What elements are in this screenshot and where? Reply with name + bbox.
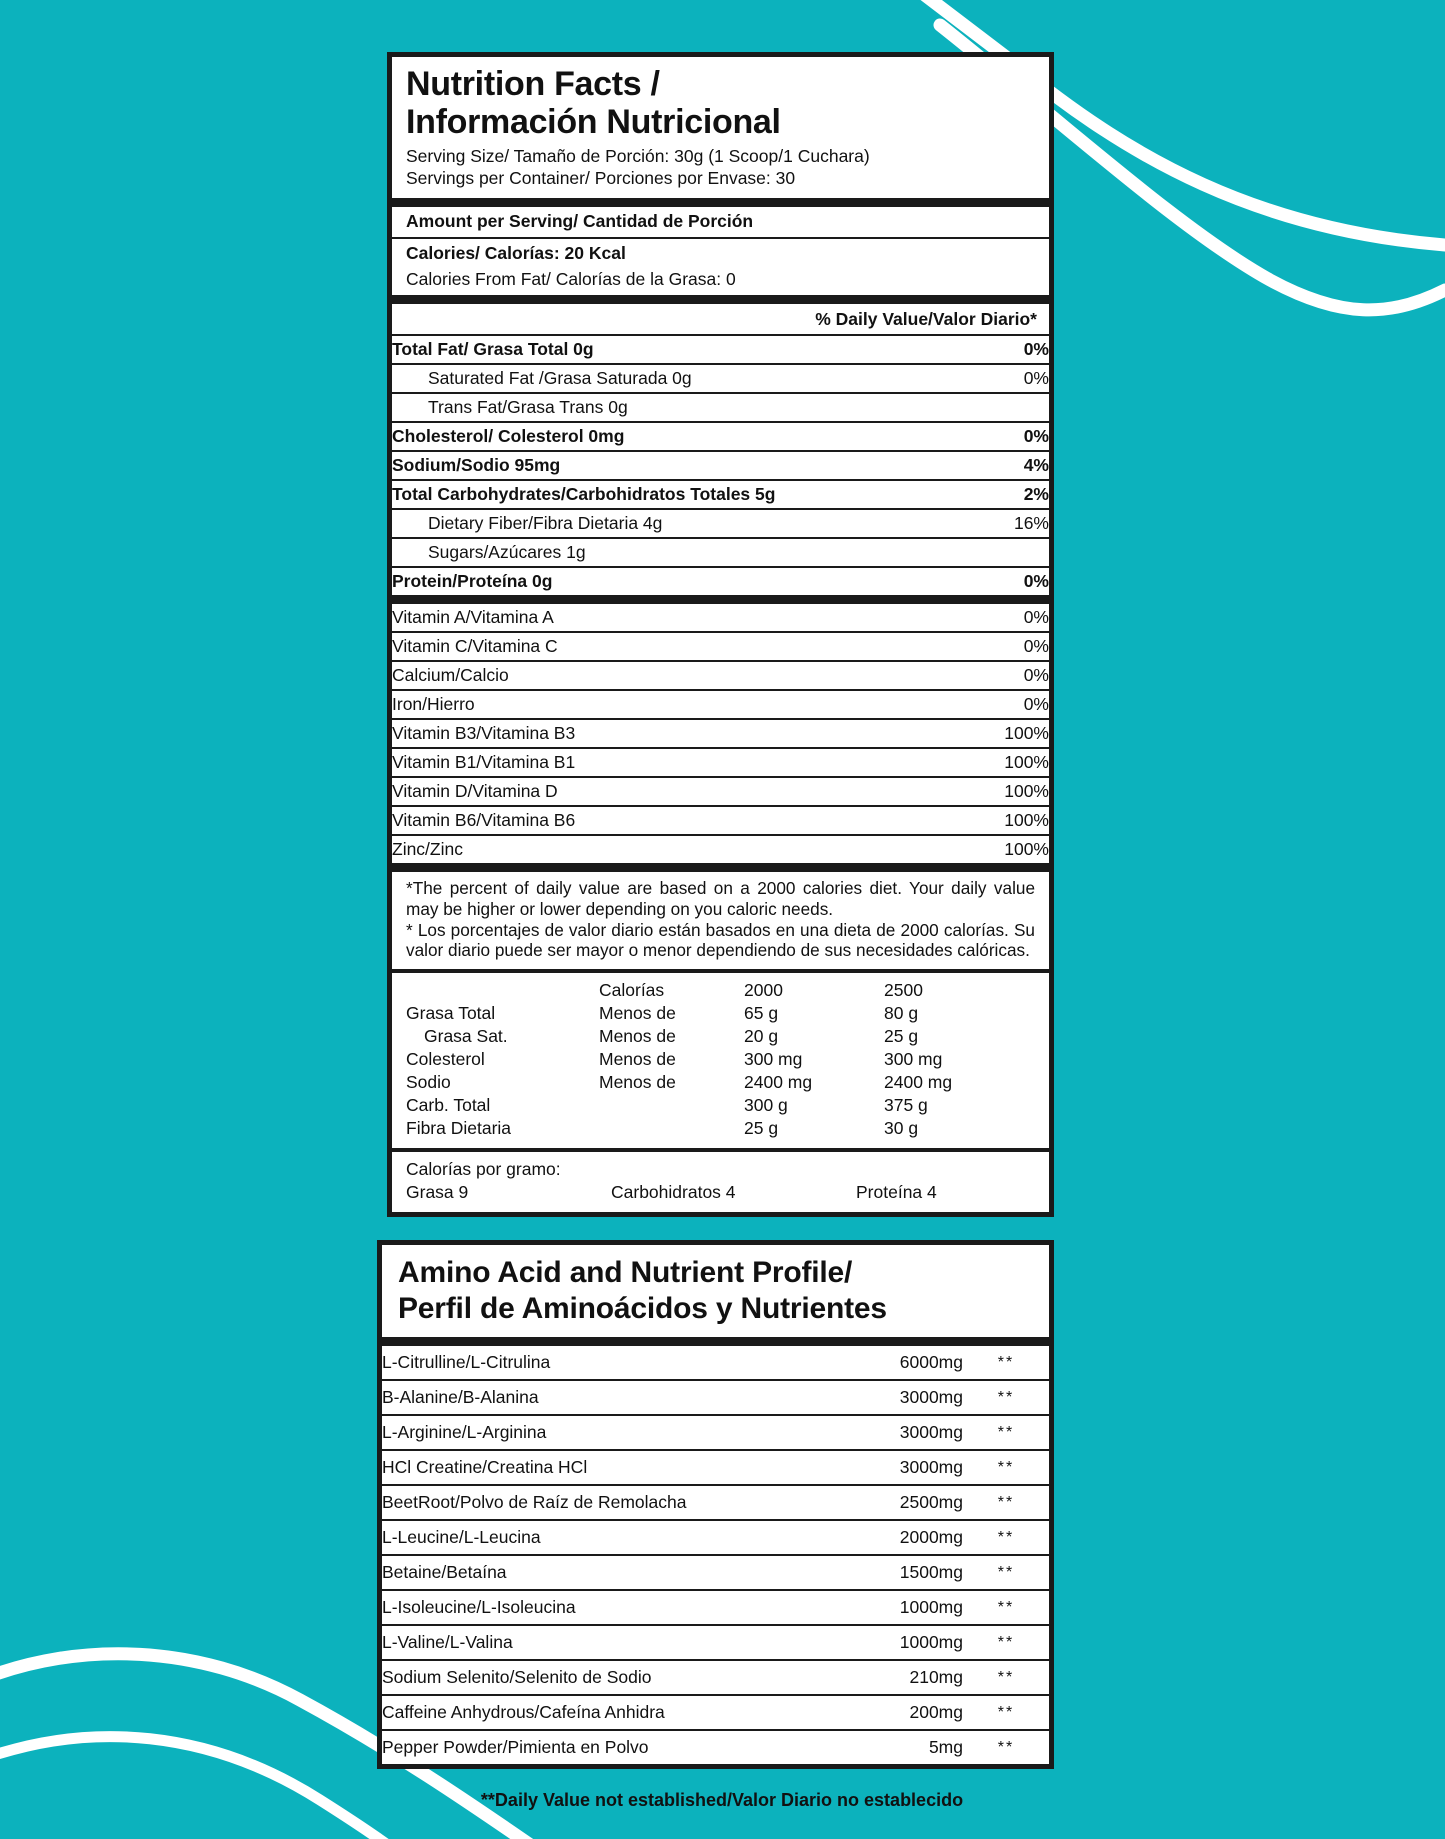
- vitamin-row: [392, 777, 1049, 806]
- nutrient-label: Total Fat/ Grasa Total 0g: [392, 336, 954, 364]
- amino-acid-amount: 1000mg: [813, 1625, 963, 1660]
- amino-acid-name: L-Valine/L-Valina: [382, 1625, 813, 1660]
- nutrient-row: [392, 451, 1049, 480]
- reference-nutrient-name: Fibra Dietaria: [406, 1118, 512, 1139]
- amino-acid-row: [382, 1346, 1049, 1380]
- amino-acid-row: [382, 1730, 1049, 1764]
- amino-acid-name: Sodium Selenito/Selenito de Sodio: [382, 1660, 813, 1695]
- nutrient-daily-value: [954, 538, 1049, 567]
- nutrient-label: Total Carbohydrates/Carbohidratos Totales 5g: [392, 480, 954, 509]
- vitamin-row: [392, 604, 1049, 632]
- amino-acid-row: [382, 1660, 1049, 1695]
- reference-value-2500: 30 g: [884, 1118, 919, 1139]
- nutrient-rows-table: [392, 336, 1049, 595]
- nutrient-row: [392, 393, 1049, 422]
- calories-per-gram-title: Calorías por gramo:: [406, 1159, 561, 1180]
- reference-values-row: [406, 1094, 1037, 1117]
- amino-acid-name: L-Arginine/L-Arginina: [382, 1415, 813, 1450]
- amino-acid-name: Caffeine Anhydrous/Cafeína Anhidra: [382, 1695, 813, 1730]
- reference-values-row: [406, 1048, 1037, 1071]
- vitamin-daily-value: 100%: [954, 748, 1049, 777]
- nutrient-daily-value: 0%: [1023, 570, 1049, 591]
- nutrient-row: [392, 364, 1049, 393]
- amino-acid-row: [382, 1520, 1049, 1555]
- reference-value-2000: 65 g: [744, 1003, 779, 1024]
- reference-value-2000: 300 mg: [744, 1049, 803, 1070]
- nutrient-label: Saturated Fat /Grasa Saturada 0g: [392, 364, 954, 393]
- reference-header-2000: 2000: [744, 980, 783, 1001]
- amino-profile-title-en: Amino Acid and Nutrient Profile/: [398, 1256, 853, 1289]
- vitamin-label: Vitamin B6/Vitamina B6: [392, 806, 954, 835]
- vitamin-label: Vitamin B3/Vitamina B3: [392, 719, 954, 748]
- amino-acid-amount: 1500mg: [813, 1555, 963, 1590]
- amino-acid-amount: 3000mg: [813, 1415, 963, 1450]
- nutrient-row: [392, 567, 1049, 595]
- daily-value-footnotes: [392, 872, 1049, 970]
- reference-qualifier: Menos de: [599, 1049, 676, 1070]
- nutrient-daily-value: 4%: [954, 451, 1049, 480]
- amino-acid-amount: 2500mg: [813, 1485, 963, 1520]
- amino-acid-daily-value: **: [963, 1625, 1049, 1660]
- amino-acid-amount: 2000mg: [813, 1520, 963, 1555]
- nutrition-facts-title-en: Nutrition Facts /: [406, 65, 660, 103]
- amino-acid-amount: 200mg: [813, 1695, 963, 1730]
- vitamin-label: Calcium/Calcio: [392, 661, 954, 690]
- amino-acid-daily-value: **: [963, 1346, 1049, 1380]
- nutrient-row: [392, 480, 1049, 509]
- reference-value-2000: 2400 mg: [744, 1072, 813, 1093]
- reference-qualifier: [599, 1094, 744, 1117]
- amino-profile-title-block: [382, 1245, 1049, 1337]
- serving-size-text: Serving Size/ Tamaño de Porción: 30g (1 Scoop/1 Cuchara): [406, 146, 870, 167]
- footnote-spanish: * Los porcentajes de valor diario están basados en una dieta de 2000 calorías. Su valor diario puede ser mayor o menor dependiendo de sus necesidades calóricas.: [406, 919, 1035, 961]
- daily-value-not-established-note: **Daily Value not established/Valor Diario no establecido: [480, 1790, 964, 1810]
- nutrient-daily-value: 2%: [954, 480, 1049, 509]
- reference-nutrient-name: Colesterol: [406, 1049, 485, 1070]
- calories-from-fat-value: Calories From Fat/ Calorías de la Grasa: 0: [406, 268, 736, 289]
- vitamin-daily-value: 0%: [954, 632, 1049, 661]
- nutrient-row: [392, 336, 1049, 364]
- nutrient-row: [392, 422, 1049, 451]
- amino-acid-row: [382, 1415, 1049, 1450]
- calories-per-gram-fat: Grasa 9: [406, 1182, 469, 1203]
- nutrient-daily-value: 0%: [954, 336, 1049, 364]
- amino-acid-daily-value: **: [963, 1485, 1049, 1520]
- amino-acid-name: Betaine/Betaína: [382, 1555, 813, 1590]
- reference-value-2000: 20 g: [744, 1026, 779, 1047]
- amino-acid-row: [382, 1555, 1049, 1590]
- vitamin-daily-value: 100%: [954, 806, 1049, 835]
- divider-thick-3: [392, 595, 1049, 604]
- amino-acid-daily-value: **: [963, 1555, 1049, 1590]
- reference-value-2000: 300 g: [744, 1095, 788, 1116]
- amount-per-serving-heading: Amount per Serving/ Cantidad de Porción: [406, 210, 754, 231]
- nutrient-label: Dietary Fiber/Fibra Dietaria 4g: [392, 509, 954, 538]
- nutrient-label: Trans Fat/Grasa Trans 0g: [392, 393, 954, 422]
- amino-acid-row: [382, 1380, 1049, 1415]
- reference-value-2500: 25 g: [884, 1026, 919, 1047]
- vitamin-label: Zinc/Zinc: [392, 838, 463, 859]
- reference-qualifier: Menos de: [599, 1003, 676, 1024]
- vitamin-daily-value: 0%: [954, 604, 1049, 632]
- amino-acid-name: BeetRoot/Polvo de Raíz de Remolacha: [382, 1485, 813, 1520]
- vitamin-label: Vitamin B1/Vitamina B1: [392, 748, 954, 777]
- vitamin-daily-value: 0%: [954, 661, 1049, 690]
- vitamin-row: [392, 835, 1049, 863]
- nutrition-facts-title-es: Información Nutricional: [406, 103, 781, 142]
- vitamin-label: Iron/Hierro: [392, 690, 954, 719]
- reference-qualifier: Menos de: [599, 1026, 676, 1047]
- vitamin-row: [392, 806, 1049, 835]
- vitamin-label: Vitamin A/Vitamina A: [392, 604, 954, 632]
- divider-thick-amino: [382, 1337, 1049, 1346]
- nutrient-label: Sugars/Azúcares 1g: [392, 538, 954, 567]
- reference-nutrient-name: Grasa Sat.: [424, 1026, 508, 1047]
- reference-values-table: [406, 979, 1037, 1140]
- nutrient-label: Cholesterol/ Colesterol 0mg: [392, 422, 954, 451]
- amino-acid-amount: 1000mg: [813, 1590, 963, 1625]
- amino-acid-daily-value: **: [963, 1415, 1049, 1450]
- reference-nutrient-name: Carb. Total: [406, 1095, 491, 1116]
- footnote-english: *The percent of daily value are based on a 2000 calories diet. Your daily value may be higher or lower depending on you caloric needs.: [406, 877, 1035, 919]
- amino-acid-name: Pepper Powder/Pimienta en Polvo: [382, 1737, 649, 1757]
- reference-nutrient-name: Grasa Total: [406, 1003, 496, 1024]
- nutrient-daily-value: 0%: [954, 422, 1049, 451]
- divider-thick-2: [392, 295, 1049, 304]
- amino-acid-daily-value: **: [963, 1520, 1049, 1555]
- amino-acid-daily-value: **: [963, 1590, 1049, 1625]
- amino-acid-name: B-Alanine/B-Alanina: [382, 1380, 813, 1415]
- reference-qualifier: Menos de: [599, 1072, 676, 1093]
- calories-per-gram-block: [392, 1152, 1049, 1212]
- vitamin-daily-value: 100%: [954, 719, 1049, 748]
- amino-profile-title-es: Perfil de Aminoácidos y Nutrientes: [398, 1292, 887, 1325]
- amino-acid-row: [382, 1590, 1049, 1625]
- calories-per-gram-carbs: Carbohidratos 4: [611, 1182, 736, 1203]
- nutrient-row: [392, 509, 1049, 538]
- reference-values-row: [406, 1071, 1037, 1094]
- amino-acid-daily-value: **: [997, 1738, 1015, 1756]
- reference-header-col0: [406, 979, 599, 1002]
- amino-acid-name: HCl Creatine/Creatina HCl: [382, 1450, 813, 1485]
- vitamin-row: [392, 748, 1049, 777]
- vitamin-daily-value: 100%: [1004, 838, 1049, 859]
- reference-value-2500: 80 g: [884, 1003, 919, 1024]
- reference-value-2500: 2400 mg: [884, 1072, 953, 1093]
- vitamin-label: Vitamin C/Vitamina C: [392, 632, 954, 661]
- nutrition-facts-panel: [387, 52, 1054, 1217]
- vitamin-label: Vitamin D/Vitamina D: [392, 777, 954, 806]
- amino-acid-profile-panel: [377, 1240, 1054, 1769]
- amino-acid-row: [382, 1485, 1049, 1520]
- divider-thick-4: [392, 863, 1049, 872]
- nutrient-daily-value: 0%: [954, 364, 1049, 393]
- reference-value-2500: 300 mg: [884, 1049, 943, 1070]
- amino-acid-amount: 210mg: [813, 1660, 963, 1695]
- reference-values-header-row: [406, 979, 1037, 1002]
- amino-acid-daily-value: **: [963, 1380, 1049, 1415]
- reference-value-2500: 375 g: [884, 1095, 928, 1116]
- vitamin-row: [392, 690, 1049, 719]
- nutrient-label: Sodium/Sodio 95mg: [392, 451, 954, 480]
- nutrient-label: Protein/Proteína 0g: [392, 570, 553, 591]
- amino-acid-amount: 5mg: [928, 1737, 963, 1757]
- amino-acid-daily-value: **: [963, 1695, 1049, 1730]
- nutrient-daily-value: 16%: [954, 509, 1049, 538]
- amino-acid-amount: 3000mg: [813, 1450, 963, 1485]
- amino-acid-name: L-Leucine/L-Leucina: [382, 1520, 813, 1555]
- vitamin-row: [392, 719, 1049, 748]
- reference-values-row: [406, 1025, 1037, 1048]
- nutrient-row: [392, 538, 1049, 567]
- calories-value: Calories/ Calorías: 20 Kcal: [406, 242, 626, 263]
- vitamin-rows-table: [392, 604, 1049, 863]
- amino-acid-amount: 6000mg: [813, 1346, 963, 1380]
- vitamin-row: [392, 661, 1049, 690]
- amino-acid-daily-value: **: [963, 1660, 1049, 1695]
- reference-value-2000: 25 g: [744, 1118, 779, 1139]
- amino-acid-row: [382, 1625, 1049, 1660]
- calories-per-gram-protein: Proteína 4: [856, 1182, 937, 1203]
- amino-acid-amount: 3000mg: [813, 1380, 963, 1415]
- reference-values-row: [406, 1002, 1037, 1025]
- reference-values-block: [392, 973, 1049, 1148]
- amino-acid-daily-value: **: [963, 1450, 1049, 1485]
- vitamin-daily-value: 100%: [954, 777, 1049, 806]
- amino-acid-row: [382, 1450, 1049, 1485]
- amino-acid-table: [382, 1346, 1049, 1764]
- reference-nutrient-name: Sodio: [406, 1072, 451, 1093]
- amino-acid-name: L-Isoleucine/L-Isoleucina: [382, 1590, 813, 1625]
- nutrition-facts-title-block: [392, 57, 1049, 198]
- daily-value-column-header: % Daily Value/Valor Diario*: [815, 308, 1037, 329]
- nutrient-daily-value: [954, 393, 1049, 422]
- amino-acid-name: L-Citrulline/L-Citrulina: [382, 1346, 813, 1380]
- reference-header-2500: 2500: [884, 980, 923, 1001]
- amino-acid-row: [382, 1695, 1049, 1730]
- divider-thick-1: [392, 198, 1049, 207]
- reference-values-row: [406, 1117, 1037, 1140]
- vitamin-row: [392, 632, 1049, 661]
- reference-header-calories: Calorías: [599, 980, 665, 1001]
- reference-qualifier: [599, 1117, 744, 1140]
- servings-per-container-text: Servings per Container/ Porciones por Envase: 30: [406, 168, 796, 189]
- vitamin-daily-value: 0%: [954, 690, 1049, 719]
